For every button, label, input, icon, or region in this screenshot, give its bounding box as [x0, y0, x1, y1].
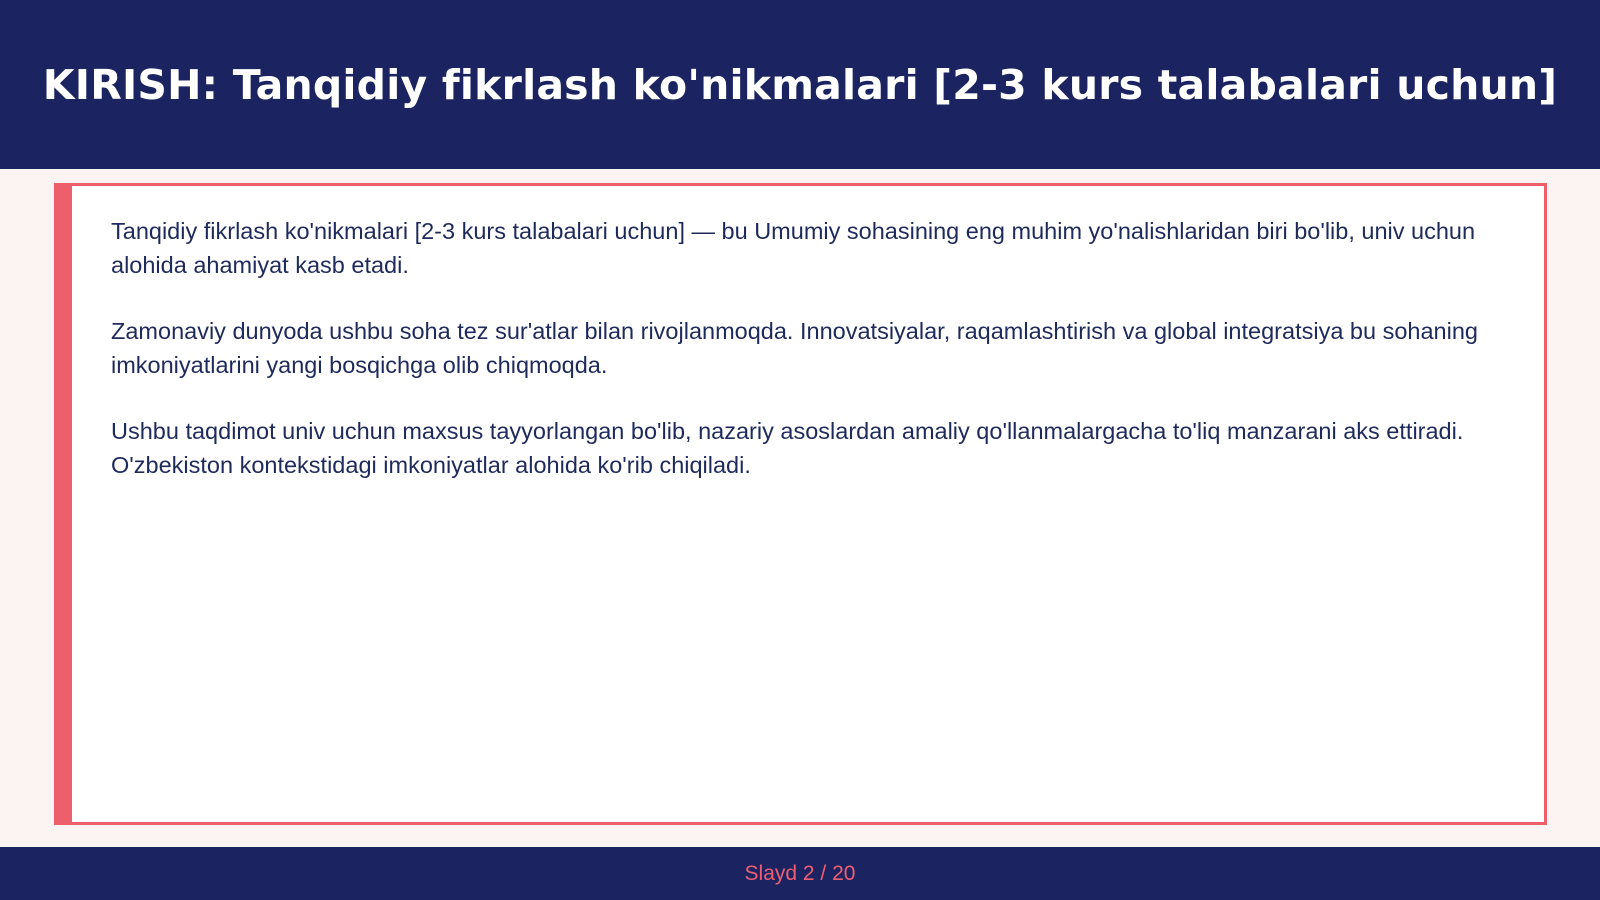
- content-card: [54, 183, 1547, 825]
- slide-footer: [0, 847, 1600, 900]
- slide-header: [0, 0, 1600, 169]
- paragraph-modern-world: Zamonaviy dunyoda ushbu soha tez sur'atlar bilan rivojlanmoqda. Innovatsiyalar, raqamlashtirish va global integratsiya bu sohaning imkoniyatlarini yangi bosqichga olib chiqmoqda.: [111, 318, 1478, 378]
- slide-title: KIRISH: Tanqidiy fikrlash ko'nikmalari [2-3 kurs talabalari uchun]: [42, 60, 1558, 109]
- paragraph-presentation-scope: Ushbu taqdimot univ uchun maxsus tayyorlangan bo'lib, nazariy asoslardan amaliy qo'llanmalargacha to'liq manzarani aks ettiradi. O'zbekiston kontekstidagi imkoniyatlar alohida ko'rib chiqiladi.: [111, 418, 1464, 478]
- slide-counter: Slayd 2 / 20: [744, 861, 856, 885]
- paragraph-intro: Tanqidiy fikrlash ko'nikmalari [2-3 kurs talabalari uchun] — bu Umumiy sohasining eng muhim yo'nalishlaridan biri bo'lib, univ uchun alohida ahamiyat kasb etadi.: [111, 218, 1476, 278]
- content-text: [111, 214, 1481, 514]
